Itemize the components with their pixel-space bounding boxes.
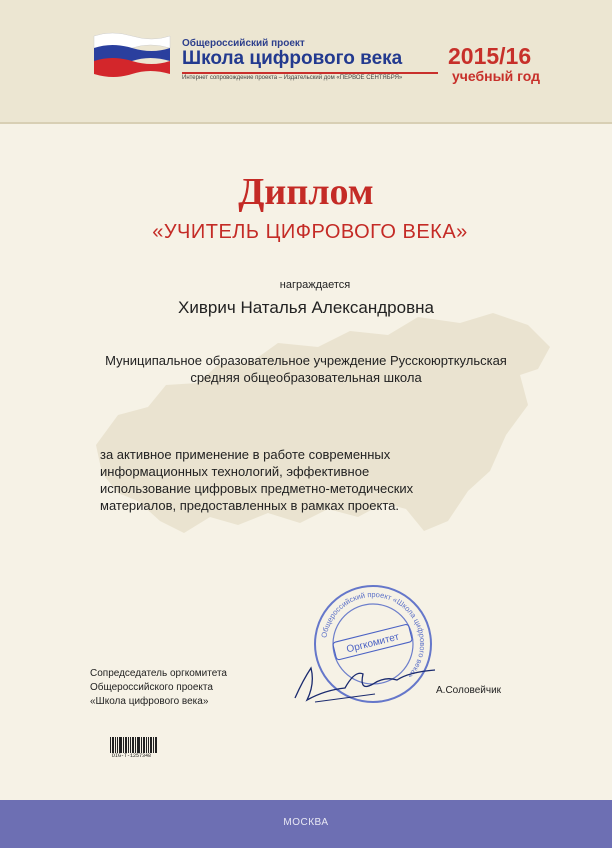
cochair-title <box>90 667 227 709</box>
project-caption: Интернет сопровождение проекта – Издательский дом «ПЕРВОЕ СЕНТЯБРЯ» <box>182 75 403 81</box>
project-underline <box>182 72 438 74</box>
russian-flag-icon <box>92 30 172 78</box>
reason-line: использование цифровых предметно-методических <box>100 481 414 496</box>
diploma-title: Диплом <box>238 171 374 213</box>
cochair-line: «Школа цифрового века» <box>90 696 209 707</box>
school-name-line: Муниципальное образовательное учреждение Русскоюрткульская <box>105 353 507 368</box>
russia-map-watermark <box>88 295 558 565</box>
reason-line: материалов, предоставленных в рамках проекта. <box>100 498 399 513</box>
signer-name: А.Соловейчик <box>436 685 502 696</box>
school-year-label: учебный год <box>452 68 540 84</box>
project-title: Школа цифрового века <box>182 48 403 69</box>
award-reason <box>100 446 520 514</box>
header-band <box>0 0 612 122</box>
reason-line: информационных технологий, эффективное <box>100 464 370 479</box>
stamp-center-text: Оргкомитет <box>345 631 401 656</box>
header-divider <box>0 122 612 124</box>
recipient-name: Хиврич Наталья Александровна <box>178 298 434 317</box>
cochair-line: Общероссийского проекта <box>90 682 213 693</box>
school-name-line: средняя общеобразовательная школа <box>190 370 422 385</box>
school-year: 2015/16 <box>448 43 532 69</box>
school-name <box>0 352 612 386</box>
footer-city: МОСКВА <box>283 817 329 828</box>
reason-line: за активное применение в работе современных <box>100 447 391 462</box>
barcode-number: DIG-T-1257348 <box>112 753 152 759</box>
barcode-icon <box>110 737 158 753</box>
diploma-subtitle: «УЧИТЕЛЬ ЦИФРОВОГО ВЕКА» <box>152 221 468 243</box>
project-subtitle: Общероссийский проект <box>182 38 305 49</box>
cochair-line: Сопредседатель оргкомитета <box>90 668 227 679</box>
awarded-label: награждается <box>279 279 351 291</box>
stamp-ring-text: Общероссийский проект «Школа цифрового века» <box>319 589 428 681</box>
handwritten-signature <box>285 650 445 710</box>
